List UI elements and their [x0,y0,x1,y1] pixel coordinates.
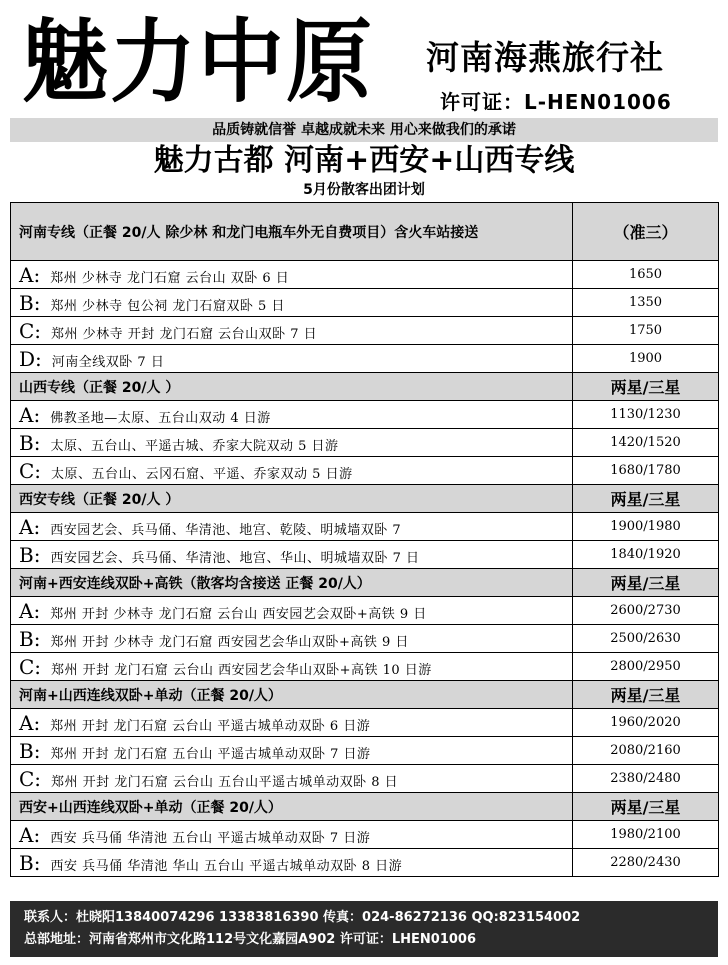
section-price-header: 两星/三星 [573,569,719,597]
section-header-row [11,681,719,709]
slogan-bar: 品质铸就信誉 卓越成就未来 用心来做我们的承诺 [10,118,718,142]
tour-option-letter: A: [19,710,41,735]
tour-row [11,737,719,765]
brand-title: 魅力中原 [22,10,374,116]
tour-option-letter: B: [19,290,41,315]
tour-row [11,625,719,653]
tour-route-desc: 郑州 开封 龙门石窟 云台山 西安园艺会华山双卧+高铁 10 日游 [51,662,432,678]
tour-option-letter: B: [19,542,41,567]
section-price-header: 两星/三星 [573,681,719,709]
section-title: 河南+山西连线双卧+单动（正餐 20/人） [11,681,573,709]
tour-price: 2800/2950 [573,653,719,681]
tour-route-cell [11,513,573,541]
tour-price: 1650 [573,261,719,289]
tour-route-desc: 太原、五台山、平遥古城、乔家大院双动 5 日游 [50,438,339,454]
tour-route-cell [11,765,573,793]
tour-price: 1420/1520 [573,429,719,457]
tour-route-desc: 佛教圣地—太原、五台山双动 4 日游 [50,410,271,426]
tour-route-cell [11,737,573,765]
tour-row [11,317,719,345]
tour-option-letter: A: [19,598,41,623]
tour-price: 1840/1920 [573,541,719,569]
tour-price: 1960/2020 [573,709,719,737]
tour-price: 2380/2480 [573,765,719,793]
tour-route-desc: 郑州 开封 龙门石窟 云台山 五台山平遥古城单动双卧 8 日 [51,774,399,790]
tour-price: 1900 [573,345,719,373]
headline: 魅力古都 河南+西安+山西专线 [153,143,575,178]
tour-price: 2280/2430 [573,849,719,877]
tour-route-desc: 郑州 少林寺 龙门石窟 云台山 双卧 6 日 [50,270,290,286]
section-title: 河南+西安连线双卧+高铁（散客均含接送 正餐 20/人） [11,569,573,597]
tour-option-letter: B: [19,850,41,875]
tour-route-cell [11,653,573,681]
footer [10,901,718,957]
tour-route-cell [11,261,573,289]
tour-row [11,765,719,793]
tour-price: 1980/2100 [573,821,719,849]
section-price-header: 两星/三星 [573,793,719,821]
tour-route-desc: 西安园艺会、兵马俑、华清池、地宫、乾陵、明城墙双卧 7 [50,522,402,538]
header [0,0,728,118]
tour-row [11,653,719,681]
tour-route-cell [11,709,573,737]
tour-row [11,709,719,737]
tour-route-desc: 太原、五台山、云冈石窟、平遥、乔家双动 5 日游 [51,466,353,482]
tour-row [11,541,719,569]
contact-info: 联系人：杜晓阳13840074296 13383816390 传真：024-86272136 QQ:823154002 [24,910,581,925]
tour-route-desc: 郑州 少林寺 开封 龙门石窟 云台山双卧 7 日 [51,326,318,342]
tour-row [11,821,719,849]
tour-route-desc: 西安 兵马俑 华清池 五台山 平遥古城单动双卧 7 日游 [50,830,371,846]
tour-route-desc: 郑州 开封 龙门石窟 五台山 平遥古城单动双卧 7 日游 [50,746,371,762]
tour-price-table [10,202,719,877]
section-title: 西安专线（正餐 20/人 ） [11,485,573,513]
tour-row [11,401,719,429]
tour-price: 1900/1980 [573,513,719,541]
section-header-row [11,485,719,513]
tour-route-cell [11,345,573,373]
tour-option-letter: A: [19,514,41,539]
license-number: 许可证：L-HEN01006 [440,90,672,114]
tour-option-letter: A: [19,822,41,847]
section-header-row [11,373,719,401]
tour-option-letter: C: [19,766,42,791]
tour-row [11,513,719,541]
tour-route-desc: 西安园艺会、兵马俑、华清池、地宫、华山、明城墙双卧 7 日 [50,550,420,566]
tour-row [11,345,719,373]
tour-row [11,597,719,625]
section-title: 西安+山西连线双卧+单动（正餐 20/人） [11,793,573,821]
tour-route-cell [11,849,573,877]
agency-name: 河南海燕旅行社 [426,38,664,77]
schedule-subtitle: 5月份散客出团计划 [303,182,425,198]
tour-route-desc: 郑州 开封 少林寺 龙门石窟 西安园艺会华山双卧+高铁 9 日 [50,634,409,650]
section-price-header: 两星/三星 [573,373,719,401]
tour-price: 1750 [573,317,719,345]
tour-option-letter: C: [19,654,42,679]
tour-option-letter: D: [19,346,42,371]
tour-route-desc: 郑州 少林寺 包公祠 龙门石窟双卧 5 日 [50,298,285,314]
tour-route-cell [11,289,573,317]
section-header-row [11,203,719,261]
tour-option-letter: B: [19,430,41,455]
tour-route-cell [11,457,573,485]
tour-route-cell [11,429,573,457]
tour-price: 1350 [573,289,719,317]
tour-route-cell [11,625,573,653]
section-price-header: 两星/三星 [573,485,719,513]
tour-route-cell [11,821,573,849]
tour-route-cell [11,541,573,569]
tour-option-letter: B: [19,738,41,763]
tour-row [11,429,719,457]
tour-price: 1130/1230 [573,401,719,429]
tour-route-desc: 西安 兵马俑 华清池 华山 五台山 平遥古城单动双卧 8 日游 [50,858,403,874]
tour-price: 2080/2160 [573,737,719,765]
section-price-header: （准三） [573,203,719,261]
tour-price: 2500/2630 [573,625,719,653]
tour-route-cell [11,597,573,625]
tour-route-desc: 河南全线双卧 7 日 [51,354,165,370]
tour-table-body [11,203,719,877]
tour-row [11,849,719,877]
tour-route-desc: 郑州 开封 龙门石窟 云台山 平遥古城单动双卧 6 日游 [50,718,371,734]
tour-route-desc: 郑州 开封 少林寺 龙门石窟 云台山 西安园艺会双卧+高铁 9 日 [50,606,427,622]
tour-option-letter: B: [19,626,41,651]
tour-row [11,289,719,317]
tour-table-wrap [10,202,718,877]
tour-price: 1680/1780 [573,457,719,485]
address-info: 总部地址：河南省郑州市文化路112号文化嘉园A902 许可证：LHEN01006 [24,932,477,947]
tour-row [11,261,719,289]
tour-option-letter: A: [19,402,41,427]
tour-option-letter: A: [19,262,41,287]
tour-option-letter: C: [19,318,42,343]
section-header-row [11,793,719,821]
tour-route-cell [11,401,573,429]
tour-price: 2600/2730 [573,597,719,625]
tour-option-letter: C: [19,458,42,483]
section-header-row [11,569,719,597]
section-title: 山西专线（正餐 20/人 ） [11,373,573,401]
tour-row [11,457,719,485]
tour-route-cell [11,317,573,345]
section-title: 河南专线（正餐 20/人 除少林 和龙门电瓶车外无自费项目）含火车站接送 [11,203,573,261]
